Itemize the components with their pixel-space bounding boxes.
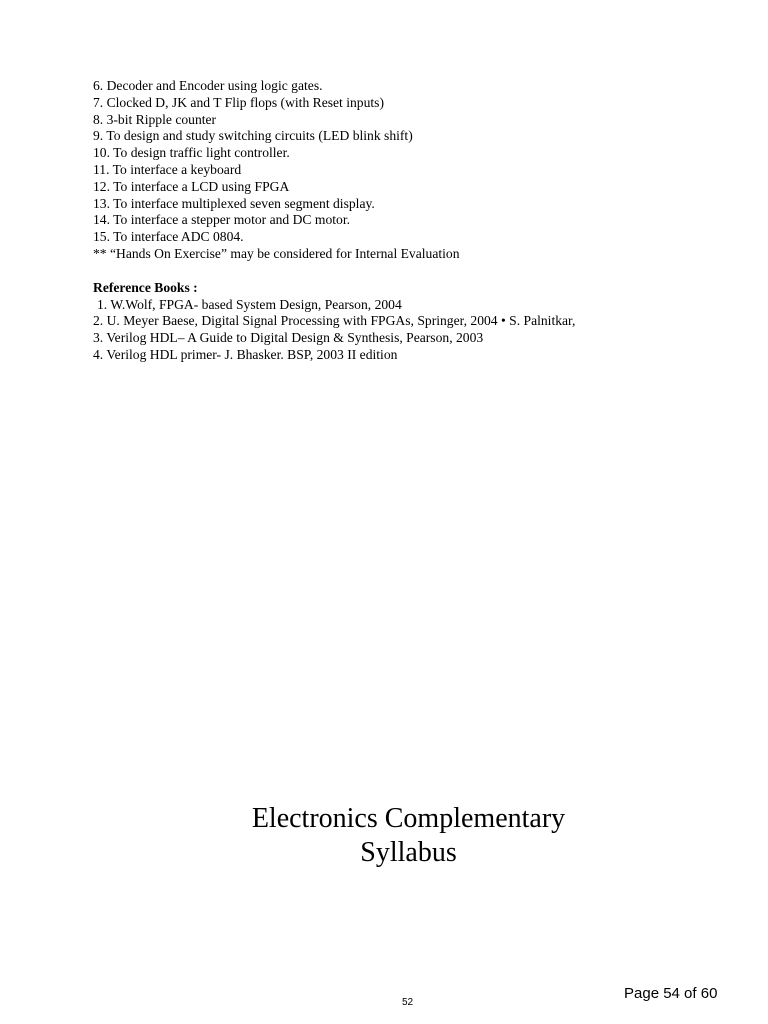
page-content — [93, 78, 733, 364]
reference-book-item: 3. Verilog HDL– A Guide to Digital Design & Synthesis, Pearson, 2003 — [93, 330, 484, 346]
reference-books-heading: Reference Books : — [93, 279, 198, 295]
experiment-list — [93, 78, 733, 246]
reference-books-section — [93, 280, 733, 364]
page-of-total-label: Page 54 of 60 — [624, 985, 718, 1002]
reference-book-item: 4. Verilog HDL primer- J. Bhasker. BSP, 2003 II edition — [93, 346, 398, 362]
section-title-line-2: Syllabus — [360, 837, 457, 868]
experiment-item: 7. Clocked D, JK and T Flip flops (with Reset inputs) — [93, 94, 384, 110]
experiment-item: 14. To interface a stepper motor and DC motor. — [93, 212, 351, 228]
experiment-item: 6. Decoder and Encoder using logic gates. — [93, 78, 323, 93]
experiment-item: 15. To interface ADC 0804. — [93, 229, 244, 245]
reference-book-item: 1. W.Wolf, FPGA- based System Design, Pearson, 2004 — [97, 296, 402, 312]
experiment-item: 12. To interface a LCD using FPGA — [93, 178, 290, 194]
experiment-item: 9. To design and study switching circuits (LED blink shift) — [93, 128, 413, 144]
reference-book-item: 2. U. Meyer Baese, Digital Signal Processing with FPGAs, Springer, 2004 • S. Palnitkar, — [93, 313, 576, 329]
experiment-item: 11. To interface a keyboard — [93, 161, 242, 177]
experiment-item: 8. 3-bit Ripple counter — [93, 111, 217, 127]
section-title — [0, 802, 768, 870]
section-title-line-1: Electronics Complementary — [251, 803, 566, 834]
internal-evaluation-note: ** “Hands On Exercise” may be considered for Internal Evaluation — [93, 245, 460, 261]
section-gap — [93, 263, 733, 280]
page-number: 52 — [402, 997, 414, 1008]
experiment-item: 10. To design traffic light controller. — [93, 145, 290, 161]
experiment-item: 13. To interface multiplexed seven segment display. — [93, 195, 375, 211]
